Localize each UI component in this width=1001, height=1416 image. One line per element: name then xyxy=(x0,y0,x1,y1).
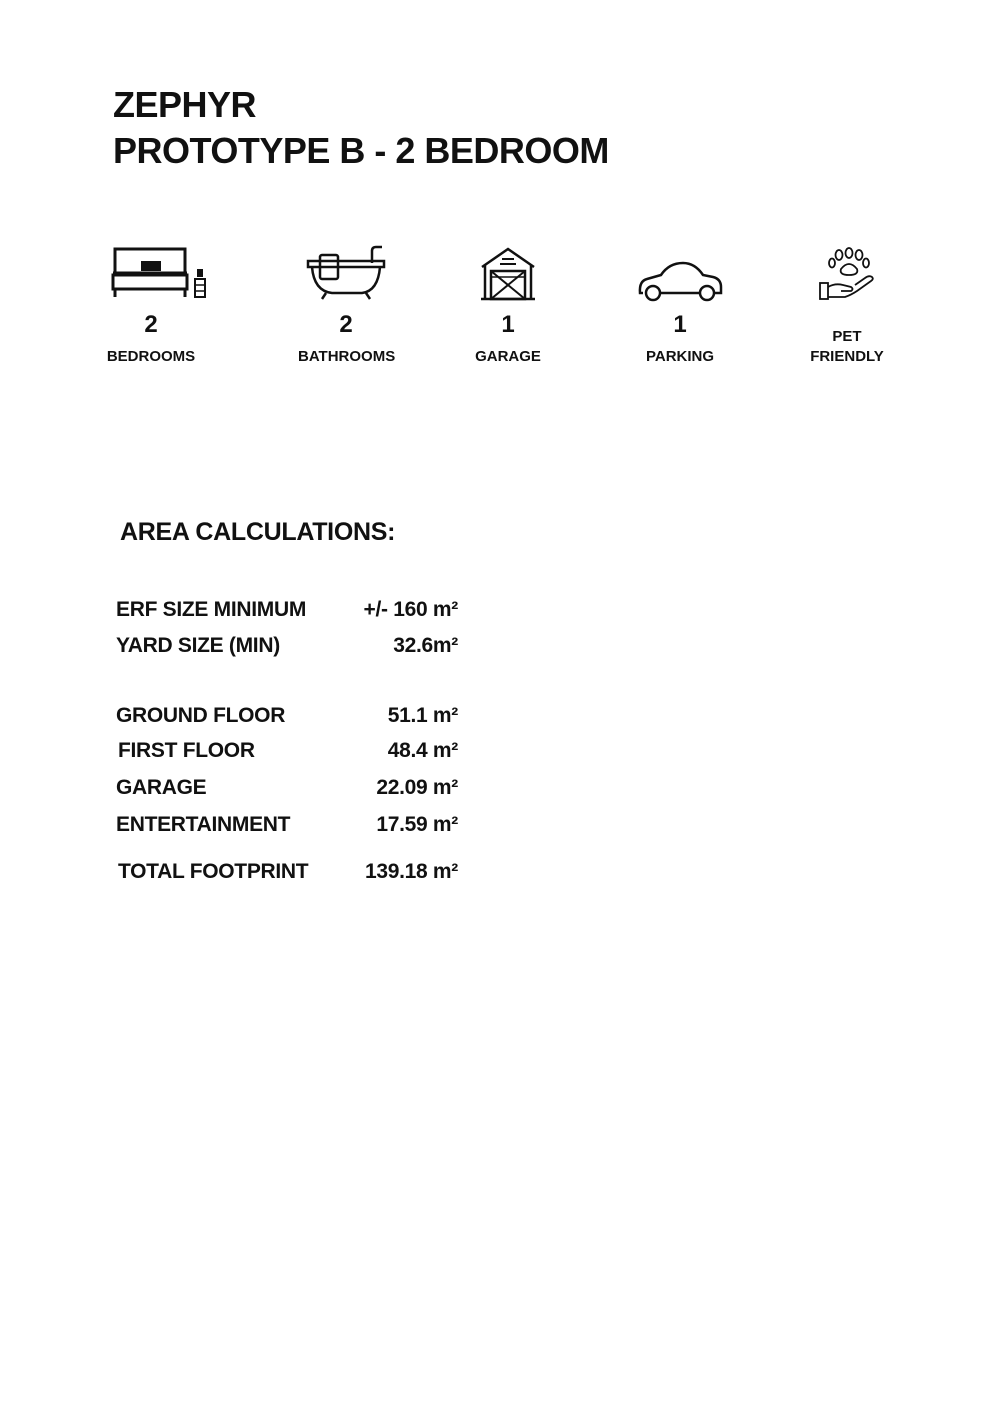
parking-count: 1 xyxy=(673,311,687,338)
garage-count: 1 xyxy=(501,311,515,338)
area-row-yard-size xyxy=(116,634,466,664)
bathtub-icon xyxy=(306,245,386,303)
page-title xyxy=(113,82,609,174)
pet-label-line-1: PET xyxy=(832,328,862,345)
area-row-label: YARD SIZE (MIN) xyxy=(116,634,280,657)
garage-label: GARAGE xyxy=(475,348,541,365)
area-row-ground-floor xyxy=(116,704,466,734)
area-row-label: TOTAL FOOTPRINT xyxy=(118,860,309,883)
area-row-label: GROUND FLOOR xyxy=(116,704,286,727)
feature-bedrooms xyxy=(108,245,210,375)
area-row-value: 32.6m² xyxy=(393,634,458,657)
area-row-value: 51.1 m² xyxy=(387,704,458,727)
garage-icon xyxy=(479,245,537,303)
feature-garage xyxy=(470,245,546,375)
pet-label-line-2: FRIENDLY xyxy=(810,348,884,365)
feature-pet-friendly xyxy=(806,245,888,375)
pet-hand-icon xyxy=(817,245,877,303)
bedrooms-count: 2 xyxy=(144,311,158,338)
area-row-value: +/- 160 m² xyxy=(363,598,458,621)
area-row-total-footprint xyxy=(116,860,466,890)
title-line-2: PROTOTYPE B - 2 BEDROOM xyxy=(113,130,609,171)
area-row-value: 22.09 m² xyxy=(376,776,458,799)
feature-bathrooms xyxy=(298,245,394,375)
area-row-first-floor xyxy=(116,739,466,769)
area-calculations-heading: AREA CALCULATIONS: xyxy=(120,518,396,546)
bedrooms-label: BEDROOMS xyxy=(106,348,196,365)
feature-parking xyxy=(630,245,730,375)
bathrooms-label: BATHROOMS xyxy=(298,348,396,365)
area-row-label: ERF SIZE MINIMUM xyxy=(116,598,307,621)
area-row-erf-size xyxy=(116,598,466,628)
parking-label: PARKING xyxy=(645,348,715,365)
area-row-garage xyxy=(116,776,466,806)
bed-icon xyxy=(111,245,207,303)
area-row-value: 139.18 m² xyxy=(364,860,458,883)
area-row-label: GARAGE xyxy=(116,776,207,799)
area-row-value: 48.4 m² xyxy=(387,739,458,762)
car-icon xyxy=(637,245,723,303)
title-line-1: ZEPHYR xyxy=(113,84,257,125)
area-row-value: 17.59 m² xyxy=(376,813,458,836)
area-row-label: FIRST FLOOR xyxy=(118,739,255,762)
bathrooms-count: 2 xyxy=(339,311,353,338)
area-row-label: ENTERTAINMENT xyxy=(116,813,291,836)
area-row-entertainment xyxy=(116,813,466,843)
